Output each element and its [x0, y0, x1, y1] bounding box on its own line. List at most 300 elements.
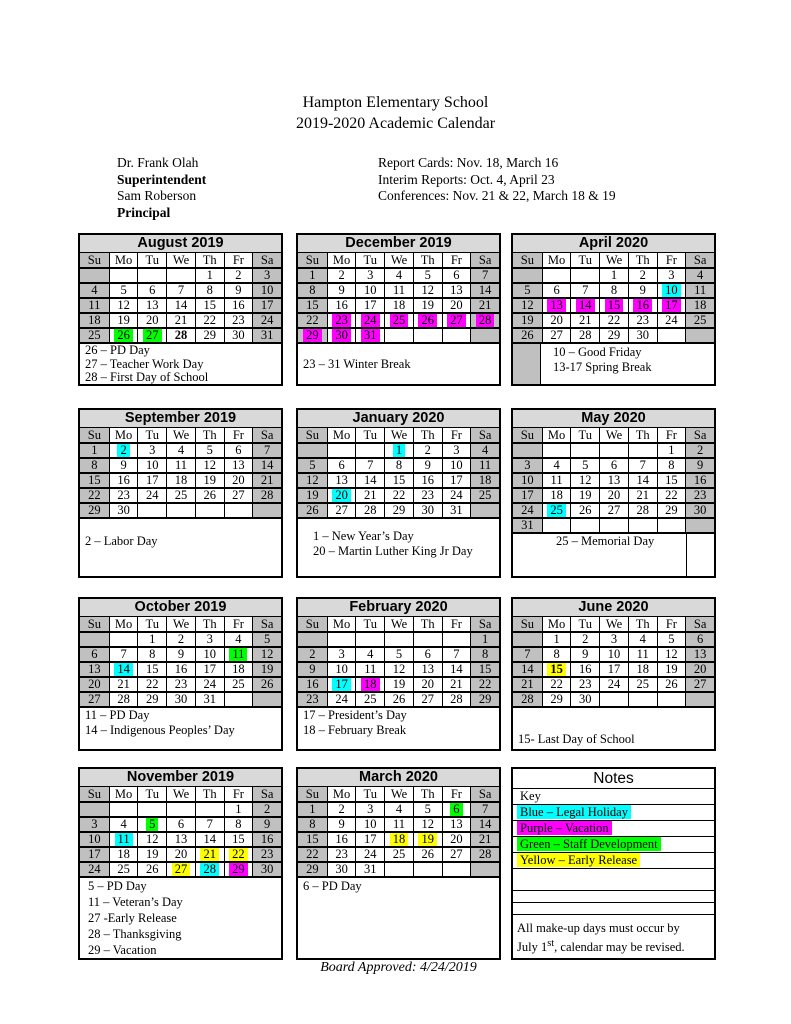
day-cell	[599, 314, 628, 327]
day-cell	[80, 678, 109, 691]
day-number: 25	[390, 314, 409, 327]
day-cell	[413, 663, 442, 676]
month-title: February 2020	[298, 599, 499, 617]
day-cell	[599, 299, 628, 312]
day-cell	[442, 299, 471, 312]
day-cell	[109, 678, 138, 691]
day-cell	[137, 693, 166, 706]
day-number: 4	[367, 648, 374, 661]
day-number: 13	[232, 459, 245, 472]
day-number: 18	[636, 663, 649, 676]
day-cell	[384, 459, 413, 472]
day-cell	[327, 444, 356, 457]
day-number: 12	[203, 459, 216, 472]
day-number: 22	[306, 314, 319, 327]
day-cell	[355, 678, 384, 691]
weekday-label: Th	[195, 428, 224, 442]
day-cell	[442, 329, 471, 342]
day-cell	[470, 474, 499, 487]
day-cell	[384, 474, 413, 487]
day-cell	[137, 459, 166, 472]
notes-title: Notes	[513, 769, 714, 789]
day-cell	[355, 474, 384, 487]
day-number: 25	[364, 693, 377, 706]
day-number: 25	[88, 329, 101, 342]
ordinal-suffix: st	[547, 937, 555, 949]
day-number: 29	[550, 693, 563, 706]
day-number: 24	[88, 863, 101, 876]
day-number: 26	[260, 678, 274, 691]
day-cell	[384, 489, 413, 502]
day-cell	[513, 284, 542, 297]
day-cell	[137, 648, 166, 661]
day-cell	[570, 459, 599, 472]
day-cell	[166, 818, 195, 831]
day-number: 5	[206, 444, 213, 457]
day-cell	[628, 633, 657, 646]
day-number: 12	[146, 833, 159, 846]
day-cell	[442, 818, 471, 831]
day-cell	[513, 663, 542, 676]
weekday-label: Mo	[109, 428, 138, 442]
day-number: 21	[200, 848, 219, 861]
day-cell	[195, 474, 224, 487]
day-number: 16	[693, 474, 707, 487]
week-row	[80, 676, 281, 691]
day-number: 21	[478, 833, 492, 846]
calendar-november-2019	[78, 767, 283, 960]
week-row	[80, 297, 281, 312]
week-row	[80, 661, 281, 676]
day-cell	[252, 633, 281, 646]
day-cell	[355, 314, 384, 327]
day-number: 7	[482, 269, 489, 282]
day-number: 1	[309, 803, 316, 816]
day-cell	[513, 648, 542, 661]
superintendent-name: Dr. Frank Olah	[117, 155, 199, 170]
day-number: 24	[335, 693, 348, 706]
weekday-label: Sa	[685, 617, 714, 631]
day-cell	[80, 504, 109, 517]
day-cell	[657, 489, 686, 502]
day-number: 18	[174, 474, 188, 487]
day-number: 22	[392, 489, 406, 502]
week-row	[513, 517, 714, 532]
day-number: 31	[521, 519, 534, 532]
weekday-label: We	[384, 787, 413, 801]
day-cell	[413, 299, 442, 312]
day-cell	[384, 678, 413, 691]
day-number: 14	[478, 284, 492, 297]
day-cell	[224, 848, 253, 861]
weekday-label: Mo	[542, 428, 571, 442]
day-number: 5	[264, 633, 271, 646]
day-cell	[599, 648, 628, 661]
day-cell	[599, 519, 628, 532]
day-number: 9	[338, 284, 345, 297]
weekday-label: Sa	[685, 253, 714, 267]
day-number: 24	[361, 314, 380, 327]
day-number: 21	[450, 678, 463, 691]
day-number: 13	[607, 474, 621, 487]
calendar-august-2019	[78, 233, 283, 386]
day-number: 11	[364, 663, 377, 676]
day-number: 16	[306, 678, 319, 691]
week-row	[298, 691, 499, 706]
day-number: 4	[120, 818, 127, 831]
day-number: 18	[478, 474, 492, 487]
day-number: 9	[264, 818, 271, 831]
weekday-label: We	[166, 787, 195, 801]
day-cell	[384, 648, 413, 661]
day-number: 6	[235, 444, 242, 457]
day-cell	[224, 444, 253, 457]
day-number: 6	[697, 633, 704, 646]
month-note-line: 27 -Early Release	[88, 911, 177, 925]
day-number: 23	[174, 678, 188, 691]
day-number: 4	[91, 284, 98, 297]
day-cell	[413, 284, 442, 297]
day-cell	[166, 269, 195, 282]
day-cell	[298, 299, 327, 312]
day-number: 29	[392, 504, 406, 517]
day-cell	[685, 504, 714, 517]
day-cell	[413, 504, 442, 517]
day-cell	[137, 329, 166, 342]
day-cell	[542, 489, 571, 502]
day-number: 26	[392, 693, 406, 706]
day-cell	[166, 459, 195, 472]
day-cell	[327, 648, 356, 661]
week-row	[298, 661, 499, 676]
day-cell	[355, 848, 384, 861]
day-cell	[470, 329, 499, 342]
day-number: 19	[579, 489, 592, 502]
day-cell	[570, 663, 599, 676]
day-cell	[513, 299, 542, 312]
weekday-label: Mo	[327, 617, 356, 631]
day-number: 2	[264, 803, 271, 816]
weekday-label: Fr	[657, 253, 686, 267]
weekday-label: Su	[298, 428, 327, 442]
day-cell	[442, 444, 471, 457]
day-number: 31	[364, 863, 377, 876]
day-cell	[413, 444, 442, 457]
day-number: 15	[392, 474, 406, 487]
day-cell	[513, 474, 542, 487]
day-cell	[327, 693, 356, 706]
day-number: 20	[146, 314, 159, 327]
week-row	[298, 267, 499, 282]
day-cell	[298, 474, 327, 487]
month-note-line: 11 – PD Day	[85, 708, 150, 722]
day-number: 11	[392, 818, 406, 831]
day-number: 26	[114, 329, 133, 342]
day-cell	[80, 284, 109, 297]
day-cell	[442, 693, 471, 706]
day-cell	[355, 459, 384, 472]
day-number: 15	[547, 663, 566, 676]
week-row	[513, 457, 714, 472]
day-cell	[355, 269, 384, 282]
day-cell	[657, 678, 686, 691]
day-cell	[327, 489, 356, 502]
month-note-line: 28 – Thanksgiving	[88, 927, 182, 941]
day-cell	[166, 863, 195, 876]
day-cell	[195, 633, 224, 646]
day-number: 15	[146, 663, 159, 676]
weekday-label: Th	[628, 617, 657, 631]
weekday-label: Tu	[355, 253, 384, 267]
day-cell	[166, 848, 195, 861]
day-cell	[570, 693, 599, 706]
day-number: 25	[174, 489, 188, 502]
day-number: 21	[579, 314, 592, 327]
day-cell	[384, 818, 413, 831]
day-cell	[599, 663, 628, 676]
month-note-line: 13-17 Spring Break	[553, 360, 652, 374]
day-cell	[195, 314, 224, 327]
day-number: 10	[260, 284, 274, 297]
day-cell	[252, 329, 281, 342]
day-number: 25	[636, 678, 649, 691]
day-cell	[657, 314, 686, 327]
weekday-label: Su	[80, 787, 109, 801]
day-cell	[252, 269, 281, 282]
day-cell	[570, 269, 599, 282]
day-number: 29	[229, 863, 248, 876]
day-number: 1	[149, 633, 156, 646]
day-number: 5	[309, 459, 316, 472]
day-number: 6	[424, 648, 431, 661]
week-row	[513, 646, 714, 661]
day-number: 9	[639, 284, 646, 297]
weekday-label: Th	[413, 617, 442, 631]
week-row	[513, 327, 714, 342]
day-number: 18	[550, 489, 563, 502]
day-cell	[628, 329, 657, 342]
day-cell	[327, 269, 356, 282]
day-cell	[166, 504, 195, 517]
day-number: 3	[149, 444, 156, 457]
day-number: 15	[665, 474, 678, 487]
day-number: 10	[335, 663, 348, 676]
day-number: 9	[235, 284, 242, 297]
day-number: 19	[306, 489, 319, 502]
day-cell	[542, 663, 571, 676]
day-number: 30	[579, 693, 592, 706]
week-row	[513, 312, 714, 327]
day-cell	[109, 848, 138, 861]
day-number: 25	[547, 504, 566, 517]
day-cell	[137, 489, 166, 502]
month-note-line: 27 – Teacher Work Day	[85, 356, 204, 371]
day-cell	[355, 489, 384, 502]
day-number: 21	[478, 299, 492, 312]
key-label: Key	[520, 789, 541, 803]
day-cell	[470, 863, 499, 876]
week-row	[80, 442, 281, 457]
day-cell	[80, 329, 109, 342]
week-row	[298, 676, 499, 691]
day-cell	[355, 803, 384, 816]
day-cell	[628, 678, 657, 691]
month-notes	[298, 342, 499, 384]
day-cell	[327, 848, 356, 861]
day-cell	[224, 329, 253, 342]
day-number: 7	[367, 459, 374, 472]
week-row	[80, 861, 281, 876]
week-row	[298, 502, 499, 517]
day-cell	[542, 519, 571, 532]
day-number: 14	[450, 663, 463, 676]
day-number: 17	[662, 299, 681, 312]
day-number: 13	[450, 818, 463, 831]
day-cell	[298, 803, 327, 816]
day-number: 7	[206, 818, 213, 831]
day-cell	[657, 299, 686, 312]
day-cell	[470, 803, 499, 816]
day-cell	[80, 648, 109, 661]
day-cell	[166, 314, 195, 327]
day-number: 9	[120, 459, 127, 472]
day-cell	[470, 444, 499, 457]
month-notes	[80, 342, 281, 385]
weekday-label: Th	[413, 787, 442, 801]
day-number: 2	[177, 633, 185, 646]
day-number: 18	[361, 678, 380, 691]
day-number: 27	[172, 863, 191, 876]
day-cell	[355, 648, 384, 661]
day-cell	[599, 269, 628, 282]
weekday-label: We	[599, 253, 628, 267]
day-number: 25	[693, 314, 707, 327]
day-number: 18	[88, 314, 101, 327]
day-cell	[628, 504, 657, 517]
day-cell	[195, 269, 224, 282]
day-number: 18	[392, 299, 406, 312]
day-cell	[513, 678, 542, 691]
weekday-header-row	[298, 787, 499, 801]
day-cell	[413, 863, 442, 876]
day-number: 13	[88, 663, 101, 676]
day-cell	[298, 444, 327, 457]
day-number: 1	[668, 444, 675, 457]
day-number: 8	[482, 648, 489, 661]
day-number: 31	[260, 329, 274, 342]
day-number: 6	[91, 648, 98, 661]
day-number: 5	[424, 803, 431, 816]
day-number: 10	[521, 474, 534, 487]
day-number: 15	[203, 299, 216, 312]
day-cell	[513, 329, 542, 342]
day-cell	[252, 818, 281, 831]
day-cell	[384, 693, 413, 706]
day-cell	[628, 474, 657, 487]
day-cell	[685, 284, 714, 297]
day-cell	[570, 299, 599, 312]
week-row	[513, 631, 714, 646]
day-number: 16	[117, 474, 130, 487]
day-cell	[570, 633, 599, 646]
day-cell	[657, 633, 686, 646]
day-number: 26	[203, 489, 216, 502]
day-cell	[109, 284, 138, 297]
month-note-line: 1 – New Year’s Day	[313, 529, 414, 543]
day-cell	[224, 489, 253, 502]
day-cell	[628, 444, 657, 457]
weekday-label: Su	[298, 253, 327, 267]
day-number: 7	[524, 648, 531, 661]
day-number: 4	[639, 633, 646, 646]
day-number: 13	[693, 648, 707, 661]
day-cell	[355, 833, 384, 846]
weekday-label: Th	[195, 253, 224, 267]
day-cell	[570, 519, 599, 532]
day-number: 2	[117, 444, 129, 457]
month-note-line: 28 – First Day of School	[85, 370, 209, 384]
month-notes	[513, 342, 714, 384]
day-number: 6	[553, 284, 560, 297]
day-cell	[327, 459, 356, 472]
key-row	[513, 789, 714, 805]
day-number: 10	[146, 459, 159, 472]
day-number: 12	[421, 818, 434, 831]
weekday-header-row	[80, 428, 281, 442]
day-number: 5	[424, 269, 431, 282]
key-label: Green – Staff Development	[517, 837, 661, 851]
week-row	[513, 442, 714, 457]
day-number: 8	[309, 818, 316, 831]
day-cell	[542, 693, 571, 706]
weekday-label: Tu	[137, 428, 166, 442]
day-number: 29	[306, 863, 319, 876]
day-number: 14	[636, 474, 649, 487]
day-number: 22	[203, 314, 216, 327]
day-cell	[542, 299, 571, 312]
day-cell	[109, 863, 138, 876]
day-cell	[442, 633, 471, 646]
day-number: 26	[579, 504, 592, 517]
week-row	[80, 831, 281, 846]
day-number: 19	[203, 474, 216, 487]
day-number: 28	[579, 329, 592, 342]
day-number: 17	[203, 663, 216, 676]
day-number: 5	[668, 633, 675, 646]
day-number: 28	[636, 504, 649, 517]
day-cell	[195, 693, 224, 706]
day-number: 2	[424, 444, 431, 457]
day-number: 9	[424, 459, 431, 472]
day-number: 27	[421, 693, 434, 706]
principal-name: Sam Roberson	[117, 188, 197, 203]
day-cell	[109, 269, 138, 282]
weekday-label: Su	[80, 428, 109, 442]
day-cell	[413, 269, 442, 282]
day-number: 20	[232, 474, 245, 487]
day-cell	[657, 284, 686, 297]
month-note-line: 14 – Indigenous Peoples’ Day	[85, 723, 235, 737]
day-cell	[166, 663, 195, 676]
day-cell	[413, 474, 442, 487]
day-number: 12	[579, 474, 592, 487]
day-cell	[166, 648, 195, 661]
day-cell	[657, 269, 686, 282]
day-cell	[685, 693, 714, 706]
weekday-label: Sa	[470, 428, 499, 442]
weekday-label: We	[384, 428, 413, 442]
day-number: 28	[174, 329, 188, 342]
